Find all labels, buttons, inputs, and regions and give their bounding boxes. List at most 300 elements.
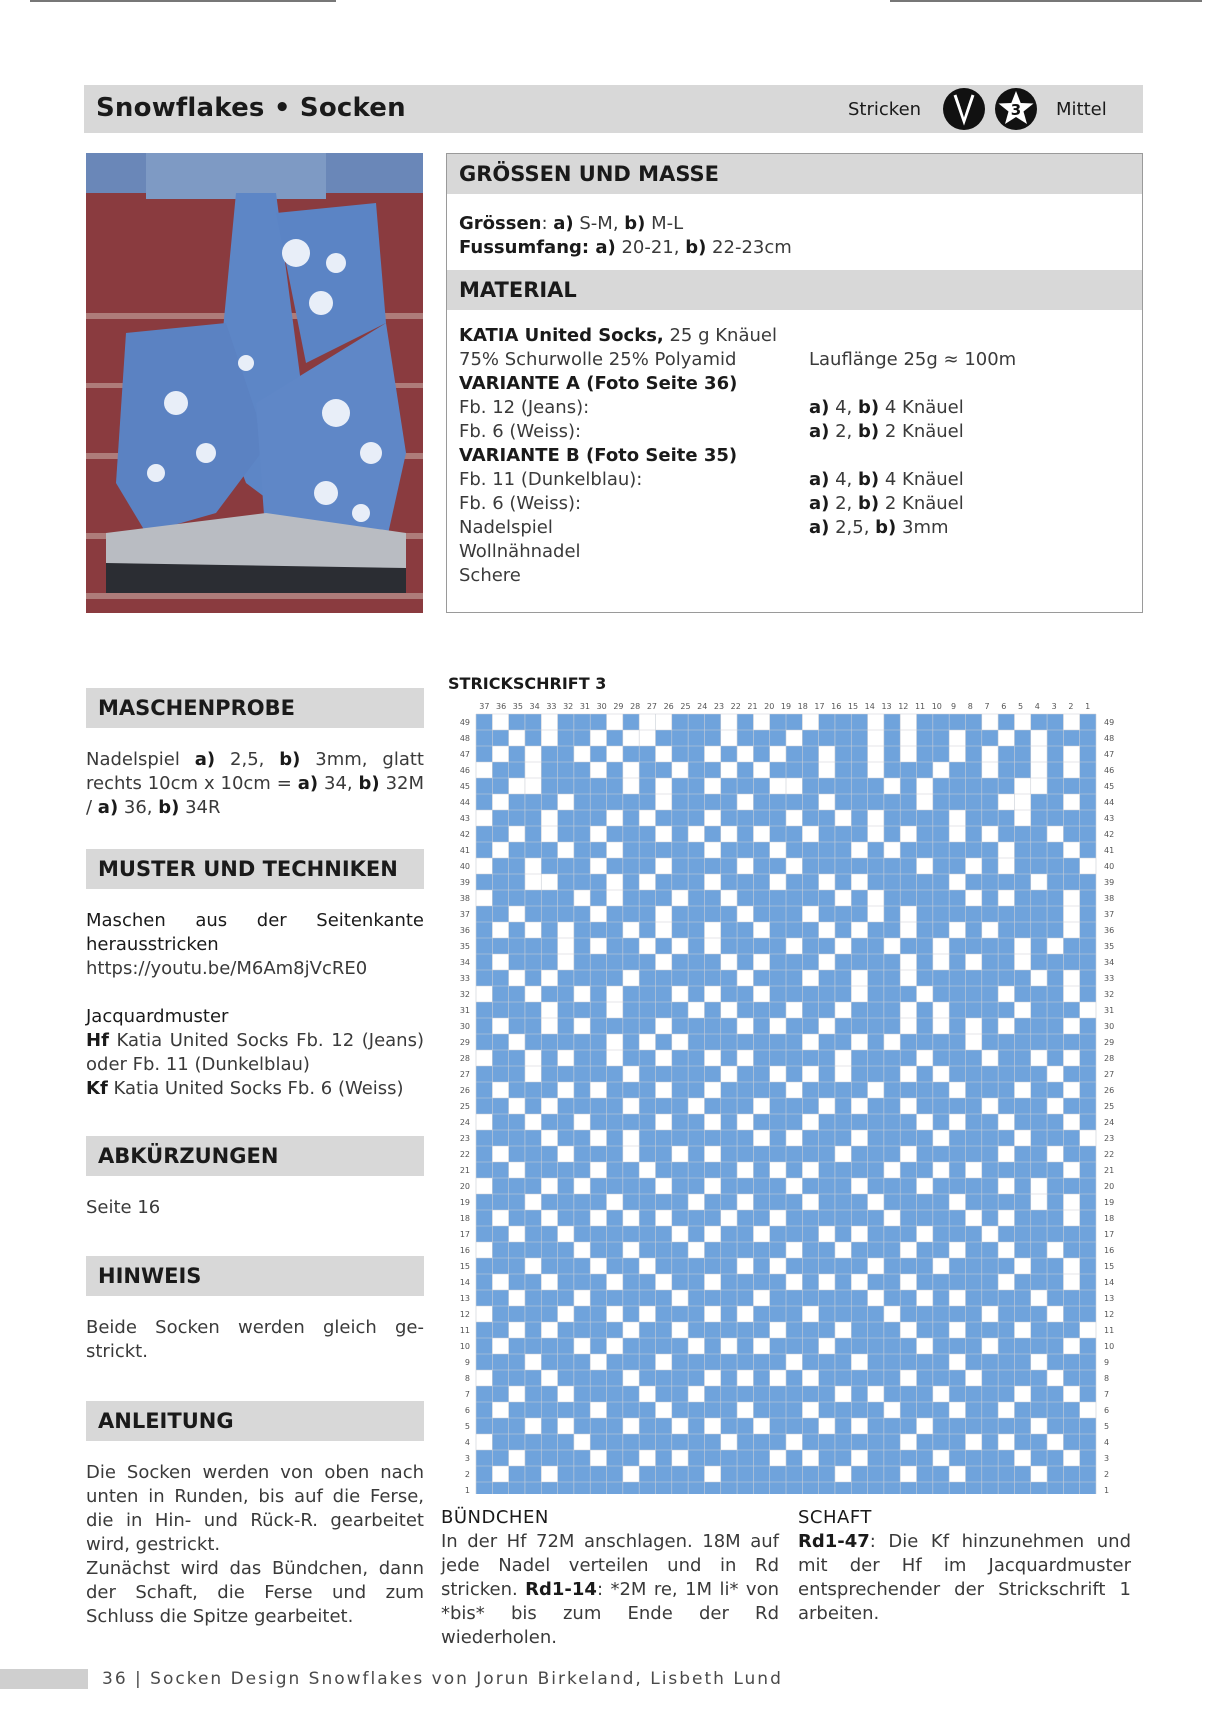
chart-cell-hf	[900, 762, 916, 778]
chart-cell-hf	[1014, 1418, 1030, 1434]
chart-cell-hf	[607, 1162, 623, 1178]
chart-cell-hf	[655, 1194, 671, 1210]
chart-cell-hf	[1031, 1482, 1047, 1494]
chart-cell-hf	[639, 778, 655, 794]
chart-cell-hf	[607, 794, 623, 810]
chart-cell-hf	[786, 794, 802, 810]
chart-cell-hf	[949, 1482, 965, 1494]
chart-cell-hf	[737, 730, 753, 746]
chart-cell-hf	[998, 1002, 1014, 1018]
chart-cell-hf	[949, 1162, 965, 1178]
kf-key: Kf	[86, 1078, 108, 1099]
chart-cell-hf	[721, 1402, 737, 1418]
chart-cell-hf	[917, 922, 933, 938]
chart-cell-hf	[558, 890, 574, 906]
chart-cell-hf	[607, 858, 623, 874]
chart-cell-hf	[558, 1002, 574, 1018]
chart-cell-hf	[1080, 826, 1096, 842]
chart-cell-hf	[802, 1434, 818, 1450]
chart-cell-hf	[721, 1114, 737, 1130]
chart-cell-hf	[1047, 1130, 1063, 1146]
chart-cell-hf	[998, 1098, 1014, 1114]
a-value: 4,	[829, 397, 858, 418]
chart-cell-hf	[509, 1338, 525, 1354]
row-tick-label: 6	[1104, 1406, 1110, 1415]
muster-sub2: Jacquardmuster	[86, 1006, 229, 1027]
chart-cell-hf	[476, 922, 492, 938]
chart-cell-hf	[1047, 746, 1063, 762]
chart-cell-hf	[655, 970, 671, 986]
chart-cell-hf	[1031, 1226, 1047, 1242]
chart-cell-hf	[574, 1370, 590, 1386]
chart-cell-hf	[721, 1322, 737, 1338]
chart-cell-hf	[1014, 1402, 1030, 1418]
chart-cell-hf	[737, 938, 753, 954]
chart-cell-hf	[623, 1002, 639, 1018]
chart-cell-hf	[655, 874, 671, 890]
chart-cell-hf	[509, 1050, 525, 1066]
chart-cell-hf	[1047, 1274, 1063, 1290]
row-tick-label: 12	[1104, 1310, 1115, 1319]
chart-cell-hf	[476, 1146, 492, 1162]
row-tick-label: 17	[459, 1230, 470, 1239]
chart-cell-hf	[737, 890, 753, 906]
chart-cell-hf	[672, 1162, 688, 1178]
chart-cell-hf	[688, 986, 704, 1002]
chart-cell-hf	[917, 1322, 933, 1338]
chart-cell-hf	[1080, 1434, 1096, 1450]
chart-cell-hf	[835, 762, 851, 778]
chart-cell-hf	[492, 1130, 508, 1146]
chart-cell-hf	[1014, 1338, 1030, 1354]
chart-cell-hf	[704, 1482, 720, 1494]
chart-cell-hf	[851, 1258, 867, 1274]
chart-cell-hf	[525, 826, 541, 842]
chart-cell-hf	[819, 1178, 835, 1194]
chart-cell-hf	[1031, 1386, 1047, 1402]
chart-cell-hf	[672, 1258, 688, 1274]
hinweis-text: Beide Socken werden gleich ge-strickt.	[86, 1317, 424, 1362]
chart-cell-hf	[688, 890, 704, 906]
chart-cell-hf	[770, 1386, 786, 1402]
chart-cell-hf	[639, 1082, 655, 1098]
chart-cell-hf	[802, 810, 818, 826]
chart-cell-hf	[574, 1386, 590, 1402]
chart-cell-hf	[672, 1178, 688, 1194]
chart-cell-hf	[917, 714, 933, 730]
chart-cell-hf	[851, 1290, 867, 1306]
chart-cell-hf	[558, 1466, 574, 1482]
chart-cell-hf	[965, 1178, 981, 1194]
chart-cell-hf	[802, 858, 818, 874]
chart-cell-hf	[753, 970, 769, 986]
chart-cell-hf	[770, 1434, 786, 1450]
chart-cell-hf	[737, 1002, 753, 1018]
chart-cell-hf	[623, 794, 639, 810]
row-tick-label: 48	[1104, 734, 1115, 743]
chart-cell-hf	[786, 1034, 802, 1050]
row-tick-label: 46	[459, 766, 470, 775]
row-tick-label: 43	[459, 814, 470, 823]
chart-cell-hf	[998, 1466, 1014, 1482]
chart-cell-hf	[917, 1066, 933, 1082]
chart-cell-hf	[770, 1146, 786, 1162]
chart-cell-hf	[1080, 890, 1096, 906]
chart-cell-hf	[558, 1338, 574, 1354]
chart-cell-hf	[1080, 1370, 1096, 1386]
chart-cell-hf	[851, 1402, 867, 1418]
chart-cell-hf	[623, 1306, 639, 1322]
chart-cell-hf	[672, 1194, 688, 1210]
a-value: 4,	[829, 469, 858, 490]
chart-cell-hf	[476, 1418, 492, 1434]
chart-cell-hf	[786, 1098, 802, 1114]
chart-cell-hf	[851, 1370, 867, 1386]
chart-cell-hf	[607, 1370, 623, 1386]
row-tick-label: 18	[459, 1214, 470, 1223]
chart-cell-hf	[753, 1354, 769, 1370]
chart-cell-hf	[1080, 730, 1096, 746]
chart-cell-hf	[998, 954, 1014, 970]
chart-cell-hf	[688, 1402, 704, 1418]
row-tick-label: 23	[459, 1134, 470, 1143]
col-tick-label: 13	[881, 702, 892, 711]
chart-cell-hf	[819, 1130, 835, 1146]
chart-cell-hf	[835, 906, 851, 922]
chart-cell-hf	[835, 970, 851, 986]
chart-cell-hf	[574, 1002, 590, 1018]
chart-cell-hf	[982, 906, 998, 922]
chart-cell-hf	[868, 1274, 884, 1290]
chart-cell-hf	[541, 858, 557, 874]
chart-cell-hf	[900, 778, 916, 794]
text-span: 34,	[318, 773, 359, 794]
chart-cell-hf	[721, 874, 737, 890]
chart-cell-hf	[590, 890, 606, 906]
chart-cell-hf	[509, 858, 525, 874]
col-tick-label: 6	[1001, 702, 1007, 711]
chart-cell-hf	[623, 858, 639, 874]
chart-cell-hf	[933, 1482, 949, 1494]
title-bar	[84, 85, 1143, 133]
chart-cell-hf	[509, 954, 525, 970]
chart-cell-hf	[737, 778, 753, 794]
chart-cell-hf	[590, 1098, 606, 1114]
chart-cell-hf	[802, 1098, 818, 1114]
chart-cell-hf	[949, 1450, 965, 1466]
row-tick-label: 12	[459, 1310, 470, 1319]
chart-cell-hf	[1047, 1258, 1063, 1274]
chart-cell-hf	[753, 794, 769, 810]
chart-cell-hf	[851, 1162, 867, 1178]
chart-cell-hf	[525, 842, 541, 858]
row-tick-label: 4	[464, 1438, 470, 1447]
chart-cell-hf	[1080, 1466, 1096, 1482]
chart-cell-hf	[835, 1290, 851, 1306]
chart-cell-hf	[1014, 762, 1030, 778]
col-tick-label: 28	[630, 702, 641, 711]
chart-cell-hf	[672, 1274, 688, 1290]
text-span: : Die Kf hinzunehmen und mit der Hf im Jacquardmuster entsprechender der Strickschrift 1 arbeiten.	[798, 1531, 1131, 1624]
chart-cell-hf	[835, 1306, 851, 1322]
chart-cell-hf	[672, 1242, 688, 1258]
chart-cell-hf	[998, 874, 1014, 890]
chart-cell-hf	[802, 1322, 818, 1338]
chart-cell-hf	[770, 1178, 786, 1194]
chart-cell-hf	[688, 1354, 704, 1370]
chart-cell-hf	[1047, 906, 1063, 922]
chart-cell-hf	[851, 730, 867, 746]
chart-cell-hf	[737, 1226, 753, 1242]
chart-cell-hf	[558, 1242, 574, 1258]
chart-cell-hf	[868, 1482, 884, 1494]
chart-cell-hf	[933, 1034, 949, 1050]
chart-cell-hf	[933, 1274, 949, 1290]
chart-cell-hf	[770, 906, 786, 922]
chart-cell-hf	[786, 1114, 802, 1130]
chart-cell-hf	[835, 922, 851, 938]
chart-cell-hf	[1080, 1226, 1096, 1242]
row-tick-label: 9	[1104, 1358, 1110, 1367]
chart-cell-hf	[1080, 1386, 1096, 1402]
row-tick-label: 24	[459, 1118, 470, 1127]
chart-cell-hf	[737, 874, 753, 890]
chart-cell-hf	[982, 1178, 998, 1194]
chart-cell-hf	[900, 1418, 916, 1434]
chart-cell-hf	[1014, 1194, 1030, 1210]
chart-cell-hf	[851, 1066, 867, 1082]
groessen-heading: GRÖSSEN UND MASSE	[447, 154, 1142, 194]
chart-cell-hf	[786, 1018, 802, 1034]
chart-cell-hf	[851, 794, 867, 810]
chart-cell-hf	[623, 826, 639, 842]
chart-cell-hf	[672, 810, 688, 826]
chart-cell-hf	[607, 778, 623, 794]
chart-cell-hf	[639, 970, 655, 986]
chart-cell-hf	[770, 1050, 786, 1066]
chart-cell-hf	[1031, 842, 1047, 858]
row-tick-label: 5	[1104, 1422, 1110, 1431]
chart-cell-hf	[476, 1034, 492, 1050]
chart-cell-hf	[574, 970, 590, 986]
chart-cell-hf	[949, 1130, 965, 1146]
chart-cell-hf	[558, 1114, 574, 1130]
chart-cell-hf	[1047, 842, 1063, 858]
anleitung-p1: Die Socken werden von oben nach unten in Runden, bis auf die Ferse, die in Hin- und Rück-R. gearbeitet wird, gestrickt.	[86, 1462, 424, 1555]
chart-cell-hf	[737, 842, 753, 858]
chart-cell-hf	[590, 778, 606, 794]
row-tick-label: 46	[1104, 766, 1115, 775]
chart-cell-hf	[835, 826, 851, 842]
chart-cell-hf	[688, 922, 704, 938]
chart-cell-hf	[1080, 906, 1096, 922]
chart-cell-hf	[607, 762, 623, 778]
chart-cell-hf	[884, 1338, 900, 1354]
chart-cell-hf	[607, 730, 623, 746]
chart-cell-hf	[819, 1354, 835, 1370]
chart-cell-hf	[998, 906, 1014, 922]
chart-cell-hf	[558, 1018, 574, 1034]
chart-cell-hf	[476, 906, 492, 922]
chart-cell-hf	[851, 906, 867, 922]
chart-cell-hf	[655, 1258, 671, 1274]
buendchen-text	[441, 1530, 779, 1650]
a-value: 2,	[829, 421, 858, 442]
chart-cell-hf	[900, 842, 916, 858]
chart-cell-hf	[574, 874, 590, 890]
row-tick-label: 1	[1104, 1486, 1110, 1494]
chart-cell-hf	[721, 1466, 737, 1482]
chart-cell-hf	[851, 778, 867, 794]
chart-cell-hf	[965, 1322, 981, 1338]
chart-cell-hf	[525, 1226, 541, 1242]
chart-cell-hf	[1080, 938, 1096, 954]
chart-cell-hf	[982, 794, 998, 810]
size-b-value: M-L	[645, 213, 684, 234]
chart-cell-hf	[1047, 794, 1063, 810]
chart-cell-hf	[492, 986, 508, 1002]
chart-cell-hf	[949, 970, 965, 986]
chart-cell-hf	[1031, 810, 1047, 826]
a-value: 2,5,	[829, 517, 876, 538]
chart-cell-hf	[884, 794, 900, 810]
chart-cell-hf	[786, 1146, 802, 1162]
chart-cell-hf	[541, 1226, 557, 1242]
chart-cell-hf	[558, 1066, 574, 1082]
chart-cell-hf	[802, 1466, 818, 1482]
chart-cell-hf	[541, 890, 557, 906]
col-tick-label: 37	[479, 702, 490, 711]
chart-cell-hf	[965, 922, 981, 938]
chart-cell-hf	[998, 1066, 1014, 1082]
chart-cell-hf	[688, 1306, 704, 1322]
chart-cell-hf	[900, 1082, 916, 1098]
chart-cell-hf	[655, 1450, 671, 1466]
chart-cell-hf	[1063, 1322, 1079, 1338]
chart-cell-hf	[949, 986, 965, 1002]
chart-cell-hf	[574, 778, 590, 794]
chart-cell-hf	[982, 1258, 998, 1274]
row-tick-label: 33	[459, 974, 470, 983]
chart-cell-hf	[998, 922, 1014, 938]
chart-cell-hf	[737, 1338, 753, 1354]
chart-cell-hf	[688, 1130, 704, 1146]
chart-cell-hf	[1080, 1066, 1096, 1082]
chart-cell-hf	[965, 1082, 981, 1098]
chart-cell-hf	[753, 810, 769, 826]
chart-cell-hf	[590, 1018, 606, 1034]
chart-cell-hf	[721, 1450, 737, 1466]
chart-cell-hf	[525, 954, 541, 970]
chart-cell-hf	[819, 1482, 835, 1494]
chart-cell-hf	[802, 1274, 818, 1290]
chart-cell-hf	[786, 1370, 802, 1386]
chart-cell-hf	[1047, 1338, 1063, 1354]
chart-cell-hf	[965, 762, 981, 778]
composition: 75% Schurwolle 25% Polyamid	[459, 349, 737, 370]
material-label: Nadelspiel	[459, 517, 553, 538]
chart-cell-hf	[492, 1482, 508, 1494]
chart-cell-hf	[1080, 1418, 1096, 1434]
chart-cell-hf	[998, 1226, 1014, 1242]
chart-cell-hf	[802, 1386, 818, 1402]
page-title: Snowflakes • Socken	[96, 93, 406, 123]
chart-cell-hf	[476, 1210, 492, 1226]
chart-cell-hf	[884, 746, 900, 762]
chart-cell-hf	[917, 1130, 933, 1146]
chart-cell-hf	[868, 970, 884, 986]
chart-cell-hf	[655, 1434, 671, 1450]
chart-cell-hf	[704, 1258, 720, 1274]
chart-cell-hf	[737, 810, 753, 826]
chart-cell-hf	[1063, 1178, 1079, 1194]
chart-cell-hf	[884, 1354, 900, 1370]
chart-cell-hf	[574, 1130, 590, 1146]
chart-cell-hf	[574, 1274, 590, 1290]
chart-cell-hf	[753, 858, 769, 874]
col-tick-label: 18	[797, 702, 808, 711]
row-tick-label: 34	[1104, 958, 1115, 967]
chart-cell-hf	[753, 906, 769, 922]
chart-cell-hf	[737, 954, 753, 970]
chart-cell-hf	[509, 1370, 525, 1386]
chart-cell-hf	[590, 970, 606, 986]
chart-cell-hf	[884, 1258, 900, 1274]
chart-cell-hf	[509, 1194, 525, 1210]
chart-cell-hf	[884, 1370, 900, 1386]
chart-cell-hf	[1014, 906, 1030, 922]
chart-cell-hf	[525, 1018, 541, 1034]
chart-cell-hf	[753, 874, 769, 890]
chart-cell-hf	[688, 1114, 704, 1130]
chart-cell-hf	[900, 1402, 916, 1418]
chart-cell-hf	[1014, 1306, 1030, 1322]
maschenprobe-text	[86, 748, 424, 820]
chart-cell-hf	[917, 842, 933, 858]
chart-cell-hf	[607, 1258, 623, 1274]
chart-cell-hf	[1014, 730, 1030, 746]
row-tick-label: 18	[1104, 1214, 1115, 1223]
chart-cell-hf	[525, 1098, 541, 1114]
chart-cell-hf	[835, 778, 851, 794]
chart-cell-hf	[819, 778, 835, 794]
chart-cell-hf	[509, 1178, 525, 1194]
chart-cell-hf	[1080, 954, 1096, 970]
chart-cell-hf	[868, 1114, 884, 1130]
chart-cell-hf	[672, 1354, 688, 1370]
chart-cell-hf	[900, 1290, 916, 1306]
chart-cell-hf	[492, 906, 508, 922]
row-tick-label: 42	[459, 830, 470, 839]
chart-cell-hf	[672, 858, 688, 874]
chart-cell-hf	[655, 1306, 671, 1322]
chart-cell-hf	[917, 1466, 933, 1482]
row-tick-label: 34	[459, 958, 470, 967]
chart-cell-hf	[884, 1386, 900, 1402]
buendchen-heading: BÜNDCHEN	[441, 1507, 549, 1528]
chart-cell-hf	[1063, 1002, 1079, 1018]
chart-cell-hf	[558, 1210, 574, 1226]
chart-cell-hf	[770, 890, 786, 906]
chart-cell-hf	[1014, 746, 1030, 762]
video-link[interactable]: https://youtu.be/M6Am8jVcRE0	[86, 958, 368, 979]
chart-cell-hf	[655, 1482, 671, 1494]
material-row	[459, 564, 1130, 588]
chart-cell-hf	[607, 1354, 623, 1370]
row-tick-label: 47	[459, 750, 470, 759]
row-tick-label: 10	[1104, 1342, 1115, 1351]
chart-cell-hf	[802, 842, 818, 858]
